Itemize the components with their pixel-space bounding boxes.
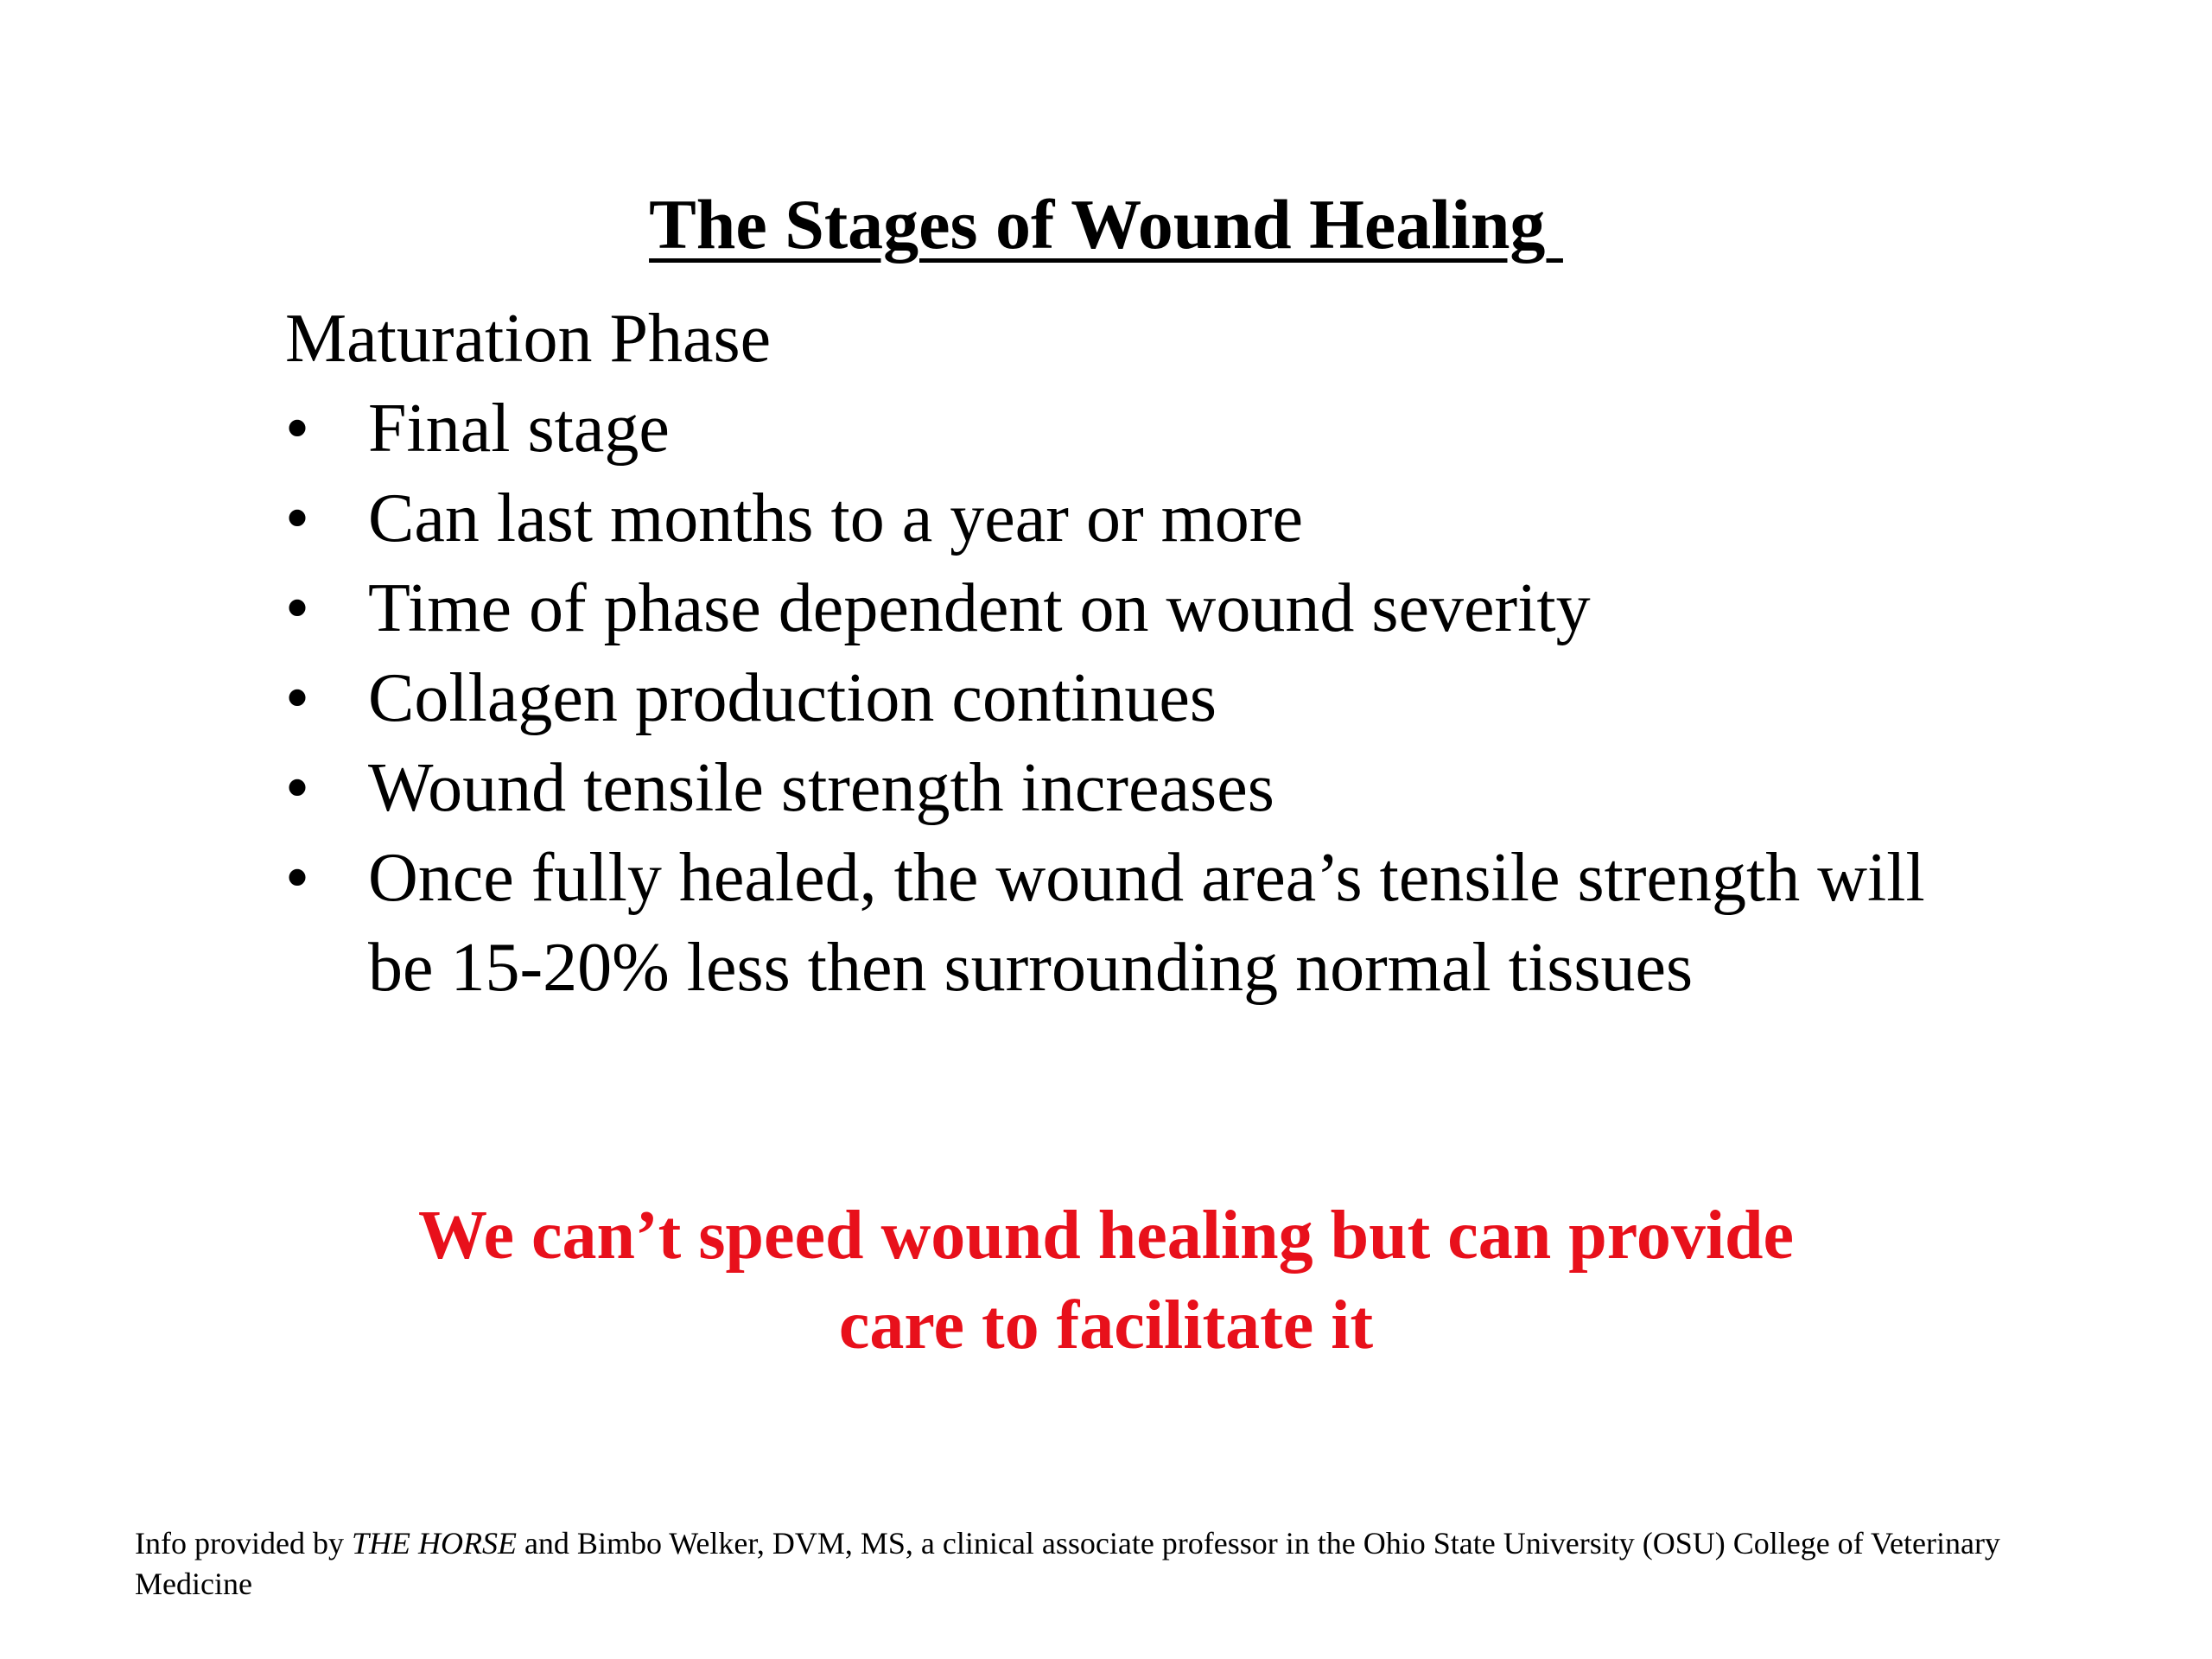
bullet-item xyxy=(285,833,1996,1013)
bullet-text: Wound tensile strength increases xyxy=(368,750,1274,826)
bullet-item xyxy=(285,384,1996,474)
phase-heading: Maturation Phase xyxy=(285,301,772,377)
callout-line-1: We can’t speed wound healing but can provide xyxy=(417,1198,1795,1274)
bullet-item xyxy=(285,653,1996,743)
bullet-dot-icon: • xyxy=(285,840,310,916)
bullet-text: Final stage xyxy=(368,391,670,467)
footer-source-title: THE HORSE xyxy=(351,1526,517,1560)
footer-suffix: and Bimbo Welker, DVM, MS, a clinical associate professor in the Ohio State University (OSU) College of Veterinary Medicine xyxy=(135,1526,2000,1601)
bullet-dot-icon: • xyxy=(285,480,310,556)
bullet-text: Collagen production continues xyxy=(368,660,1217,736)
bullet-dot-icon: • xyxy=(285,660,310,736)
footer-prefix: Info provided by xyxy=(135,1526,352,1560)
bullet-text: Can last months to a year or more xyxy=(368,480,1303,556)
callout-line-2: care to facilitate it xyxy=(838,1287,1374,1363)
bullet-list xyxy=(285,384,1996,1013)
callout-message xyxy=(0,1191,2212,1370)
bullet-dot-icon: • xyxy=(285,750,310,826)
bullet-text: Once fully healed, the wound area’s tensile strength will be 15-20% less then surrounding normal tissues xyxy=(368,840,1925,1006)
bullet-dot-icon: • xyxy=(285,391,310,467)
bullet-dot-icon: • xyxy=(285,570,310,646)
bullet-item xyxy=(285,563,1996,653)
slide-title xyxy=(0,177,2212,272)
bullet-item xyxy=(285,474,1996,563)
slide-title-text: The Stages of Wound Healing xyxy=(649,185,1563,264)
source-footer xyxy=(135,1523,2105,1605)
bullet-item xyxy=(285,743,1996,833)
bullet-text: Time of phase dependent on wound severity xyxy=(368,570,1591,646)
